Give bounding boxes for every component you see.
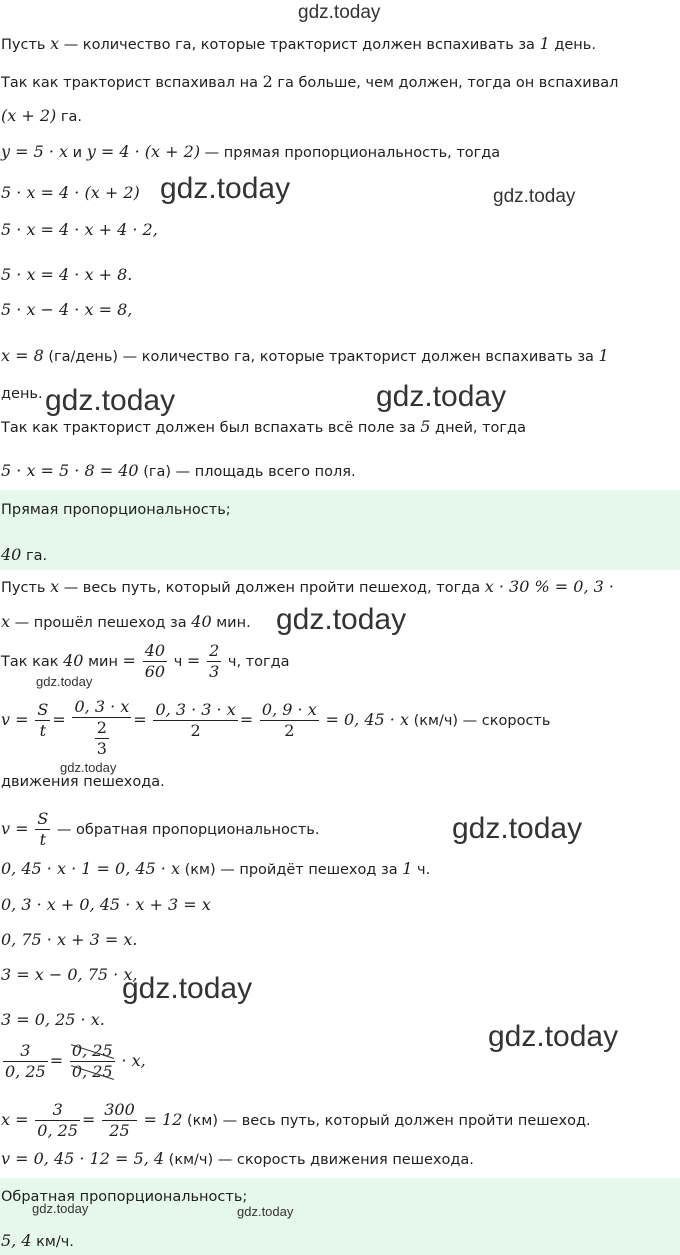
watermark: gdz.today (122, 972, 253, 1005)
equation: 5 · x = 4 · (x + 2) (1, 183, 140, 202)
watermark: gdz.today (298, 2, 381, 23)
fraction: $\frac{3}{0, 25}$ (37, 1100, 79, 1140)
answer-block (0, 1178, 680, 1255)
fraction: $\frac{0, 9 \cdot x}{2}$ (261, 700, 317, 740)
text-line: y = 5 · x и y = 4 · (x + 2) — прямая пропорциональность, тогда (1, 142, 501, 161)
watermark: gdz.today (376, 380, 507, 413)
equation: 5 · x = 4 · x + 4 · 2, (1, 220, 158, 239)
text-line: Так как тракторист должен был вспахать всё поле за 5 дней, тогда (1, 417, 526, 436)
fraction: $\frac{40}{60}$ (144, 641, 166, 681)
fraction: $\frac{3}{0, 25}$ (5, 1041, 46, 1081)
fraction: $\frac{300}{25}$ (104, 1100, 135, 1140)
fraction: $\frac{2}{3}$ (209, 641, 220, 681)
fraction: $\frac{0, 3 \cdot x}{\frac{2}{3}}$ (74, 697, 130, 758)
equation: x = $\frac{3}{0, 25}$ = $\frac{300}{25}$ = 12 (км) — весь путь, который должен пройти пешеход. (1, 1100, 591, 1140)
watermark: gdz.today (452, 812, 583, 845)
equation: $\frac{3}{0, 25}$ = $\frac{0, 25}{0, 25}$ · x, (5, 1041, 146, 1081)
text-line: 0, 45 · x · 1 = 0, 45 · x (км) — пройдёт пешеход за 1 ч. (1, 859, 431, 878)
watermark: gdz.today (237, 1204, 294, 1219)
watermark: gdz.today (45, 384, 176, 417)
answer-block (0, 490, 680, 570)
equation: 0, 3 · x + 0, 45 · x + 3 = x (1, 895, 211, 914)
equation: 5 · x − 4 · x = 8, (1, 300, 133, 319)
answer-line: 40 га. (1, 545, 48, 564)
fraction: $\frac{S}{t}$ (37, 809, 49, 849)
watermark: gdz.today (276, 603, 407, 636)
text-line: Так как 40 мин = $\frac{40}{60}$ ч = $\frac{2}{3}$ ч, тогда (1, 641, 290, 681)
answer-line: Прямая пропорциональность; (1, 502, 231, 518)
text-line: движения пешехода. (1, 774, 165, 790)
equation: 0, 75 · x + 3 = x. (1, 930, 138, 949)
watermark: gdz.today (160, 172, 291, 205)
equation: v = $\frac{S}{t}$ — обратная пропорциональность. (1, 809, 320, 849)
answer-line: 5, 4 км/ч. (1, 1231, 74, 1250)
text-line: (x + 2) га. (1, 106, 82, 125)
equation: 3 = 0, 25 · x. (1, 1010, 105, 1029)
text-line: x — прошёл пешеход за 40 мин. (1, 612, 251, 631)
watermark: gdz.today (36, 674, 93, 689)
fraction: $\frac{2}{3}$ (96, 718, 107, 758)
equation: 5 · x = 4 · x + 8. (1, 265, 133, 284)
text-line: Пусть x — количество га, которые тракторист должен вспахивать за 1 день. (1, 34, 596, 53)
fraction: $\frac{0, 25}{0, 25}$ (71, 1041, 113, 1081)
watermark: gdz.today (60, 760, 117, 775)
text-line: 5 · x = 5 · 8 = 40 (га) — площадь всего поля. (1, 461, 356, 480)
watermark: gdz.today (493, 186, 576, 207)
equation: v = $\frac{S}{t}$ = $\frac{0, 3 \cdot x}{\frac{2}{3}}$ = $\frac{0, 3 \cdot 3 \cdot x}{2}$ = $\frac{0, 9 \cdot x}{2}$ = 0, 45 · x (км/ч) — скорость (1, 697, 551, 758)
answer-line: Обратная пропорциональность; (1, 1189, 248, 1205)
text-line: v = 0, 45 · 12 = 5, 4 (км/ч) — скорость движения пешехода. (1, 1149, 474, 1168)
watermark: gdz.today (32, 1201, 89, 1216)
text-line: Так как тракторист вспахивал на 2 га больше, чем должен, тогда он вспахивал (1, 72, 619, 91)
text-line: день. (1, 386, 43, 402)
text-line: x = 8 (га/день) — количество га, которые тракторист должен вспахивать за 1 (1, 346, 609, 365)
fraction: $\frac{S}{t}$ (37, 700, 49, 740)
fraction: $\frac{0, 3 \cdot 3 \cdot x}{2}$ (155, 700, 236, 740)
text-line: Пусть x — весь путь, который должен пройти пешеход, тогда x · 30 % = 0, 3 · (1, 577, 614, 596)
watermark: gdz.today (488, 1020, 619, 1053)
equation: 3 = x − 0, 75 · x, (1, 965, 138, 984)
